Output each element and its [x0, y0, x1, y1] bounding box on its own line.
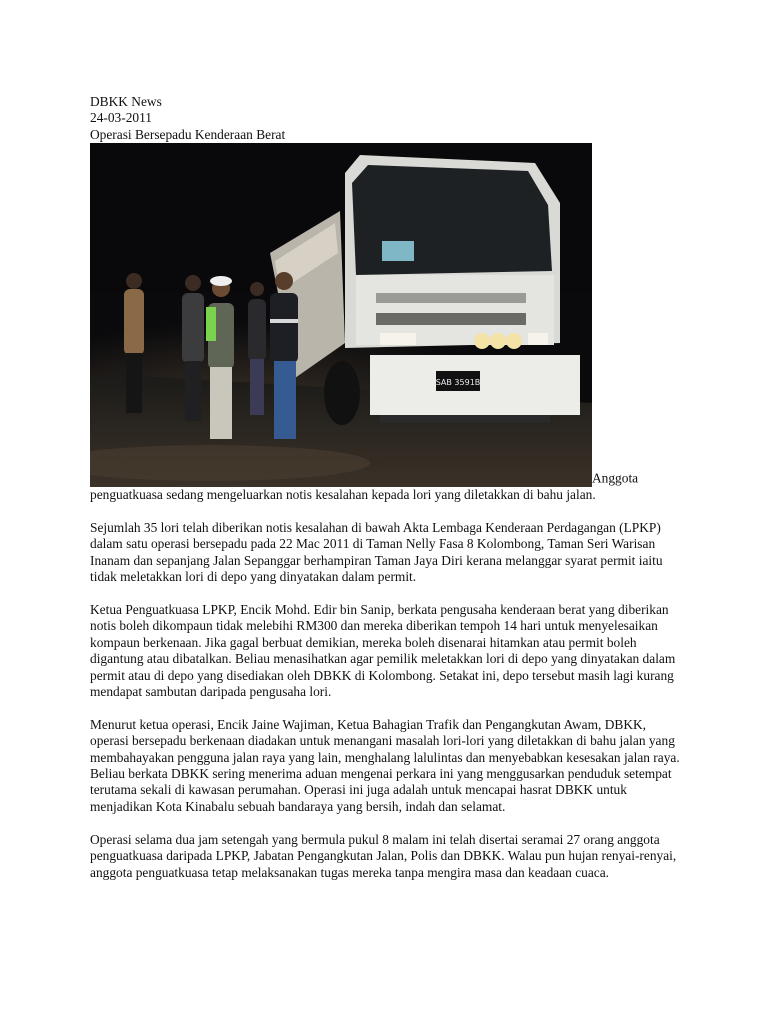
- paragraph-3: Menurut ketua operasi, Encik Jaine Wajiman, Ketua Bahagian Trafik dan Pengangkutan Awam, DBKK, operasi bersepadu berkenaan diadakan untuk menangani masalah lori-lori yang diletakkan di bahu jalan yang membahayakan pengguna jalan raya yang lain, menghalang lalulintas dan menyebabkan kesesakan jalan raya. Beliau berkata DBKK sering menerima aduan mengenai perkara ini yang menggusarkan penduduk setempat terutama sekali di kawasan perumahan. Operasi ini juga adalah untuk mencapai hasrat DBKK untuk menjadikan Kota Kinabalu sebuah bandaraya yang bersih, indah dan selamat.: [90, 716, 680, 814]
- article: [90, 94, 682, 881]
- photo-caption: Anggota penguatkuasa sedang mengeluarkan notis kesalahan kepada lori yang diletakkan di bahu jalan.: [90, 470, 639, 503]
- license-plate: SAB 3591B: [435, 378, 481, 388]
- photo-illustration: [90, 143, 592, 487]
- article-photo: [90, 143, 592, 487]
- photo-with-caption: [90, 143, 682, 503]
- news-date: 24-03-2011: [90, 110, 152, 126]
- paragraph-4: Operasi selama dua jam setengah yang bermula pukul 8 malam ini telah disertai seramai 27 orang anggota penguatkuasa daripada LPKP, Jabatan Pengangkutan Jalan, Polis dan DBKK. Walau pun hujan renyai-renyai, anggota penguatkuasa tetap melaksanakan tugas mereka tanpa mengira masa dan keadaan cuaca.: [90, 831, 677, 880]
- news-source: DBKK News: [90, 94, 162, 109]
- paragraph-2: Ketua Penguatkuasa LPKP, Encik Mohd. Edir bin Sanip, berkata pengusaha kenderaan berat yang diberikan notis boleh dikompaun tidak melebihi RM300 dan mereka diberikan tempoh 14 hari untuk menyelesaikan kompaun berkenaan. Jika gagal berbuat demikian, mereka boleh disenarai hitamkan atau permit boleh digantung atau dibatalkan. Beliau menasihatkan agar pemilik meletakkan lori di depo yang dinyatakan dalam permit atau di depo yang disediakan oleh DBKK di Kolombong. Setakat ini, depo tersebut masih lagi kurang mendapat sambutan daripada pengusaha lori.: [90, 602, 676, 700]
- paragraph-1: Sejumlah 35 lori telah diberikan notis kesalahan di bawah Akta Lembaga Kenderaan Perdagangan (LPKP) dalam satu operasi bersepadu pada 22 Mac 2011 di Taman Nelly Fasa 8 Kolombong, Taman Seri Warisan Inanam dan sepanjang Jalan Sepanggar berhampiran Taman Jaya Diri kerana melanggar syarat permit iaitu tidak meletakkan lori di depo yang dinyatakan dalam permit.: [90, 520, 663, 585]
- article-title: Operasi Bersepadu Kenderaan Berat: [90, 126, 286, 142]
